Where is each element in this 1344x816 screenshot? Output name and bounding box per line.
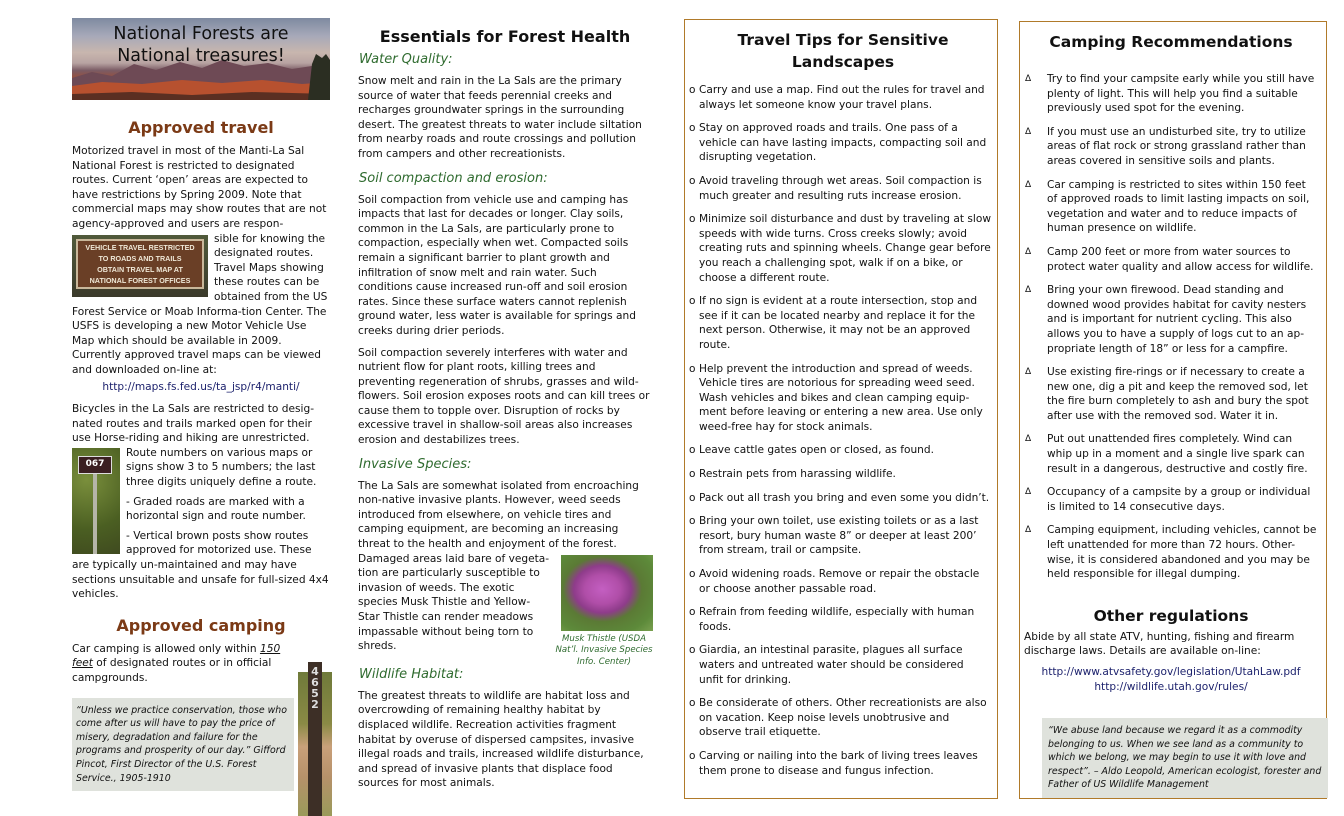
travel-tip-text: Help prevent the introduction and spread of weeds. Vehicle tires are notorious for spreading weed seed. Wash vehicles and bikes and clean camping equip-ment before leaving or entering a new area. Use only weed-free hay for stock animals. <box>699 362 983 433</box>
camping-recommendation-text: Bring your own firewood. Dead standing and downed wood provides habitat for cavity nesters and is important for nutrient cycling. This also allows you to have a supply of logs cut to an ap-propriate length of 18” or less for a campfire. <box>1047 284 1307 355</box>
banner-title-line-1: National Forests are <box>113 24 289 44</box>
circle-bullet-icon: o <box>689 515 696 528</box>
travel-tip-item <box>689 467 997 482</box>
circle-bullet-icon: o <box>689 213 696 226</box>
camping-recommendation-item <box>1024 125 1318 169</box>
graded-roads-paragraph: - Graded roads are marked with a horizontal sign and route number. <box>126 495 306 523</box>
vehicle-travel-sign-image <box>72 235 208 297</box>
banner-title-line-2: National treasures! <box>117 46 285 66</box>
leopold-quote: “We abuse land because we regard it as a commodity belonging to us. When we see land as a community to which we belong, we may begin to use it with love and respect”. – Aldo Leopold, American ecologist, forester and Father of US Wildlife Management <box>1042 718 1328 798</box>
triangle-bullet-icon: Δ <box>1025 126 1032 137</box>
camping-recommendation-text: Use existing fire-rings or if necessary to create a new one, dig a pit and keep the removed sod, let the fire burn completely to ash and bury the spot after use with the removed sod. Water it in. <box>1047 366 1309 422</box>
heading-camping-recommendations: Camping Recommendations <box>1049 33 1293 51</box>
camping-recommendation-item <box>1024 245 1318 274</box>
travel-paragraph-1b: sible for knowing the designated routes. Travel Maps showing these routes can be obtained from the US Forest Service or Moab Informa-tion Center. The USFS is developing a new Motor Vehicle Use Map which should be available in 2009. Currently approved travel maps can be viewed and downloaded on-line at: <box>72 232 328 376</box>
travel-tip-item <box>689 514 997 558</box>
thistle-caption: Musk Thistle (USDA Nat’l. Invasive Species Info. Center) <box>555 633 653 667</box>
invasive-text-1: The La Sals are somewhat isolated from encroaching non-native invasive plants. However, weed seeds introduced from elsewhere, on vehicle tires and camping equipment, are becoming an increasing threat to the health and enjoyment of the forest. <box>358 479 639 551</box>
circle-bullet-icon: o <box>689 444 696 457</box>
camping-distance-emphasis: 150 feet <box>72 642 281 670</box>
route-plate: 067 <box>78 456 112 474</box>
travel-map-link[interactable]: http://maps.fs.fed.us/ta_jsp/r4/manti/ <box>102 380 300 393</box>
travel-tip-text: Giardia, an intestinal parasite, plagues all surface waters and untreated water should be considered unfit for drinking. <box>699 644 964 686</box>
travel-tip-text: Minimize soil disturbance and dust by traveling at slow speeds with wide turns. Cross creeks slowly; avoid creating ruts and spinning wheels. Change gear before you reach a challenging spot, walk if on a bike, or choose a different route. <box>699 213 991 284</box>
travel-tip-item <box>689 605 997 634</box>
travel-tip-text: Carving or nailing into the bark of living trees leaves them prone to disease and fungus infection. <box>699 749 978 777</box>
sign-board <box>76 239 204 289</box>
route-number-sign-image <box>72 448 120 554</box>
travel-tip-item <box>689 749 997 778</box>
travel-tip-text: Leave cattle gates open or closed, as found. <box>699 444 934 457</box>
mountain-banner-image <box>72 18 330 100</box>
camping-recommendations-list <box>1024 72 1318 582</box>
camping-recommendation-item <box>1024 432 1318 476</box>
triangle-bullet-icon: Δ <box>1025 525 1032 536</box>
banner-title <box>72 23 330 67</box>
sign-line: OBTAIN TRAVEL MAP AT <box>97 264 183 274</box>
travel-tip-text: Be considerate of others. Other recreationists are also on vacation. Keep noise levels unobtrusive and observe trail etiquette. <box>699 697 987 739</box>
travel-tips-list <box>689 83 997 778</box>
heading-approved-travel: Approved travel <box>128 118 274 137</box>
sign-line: VEHICLE TRAVEL RESTRICTED <box>85 242 195 252</box>
circle-bullet-icon: o <box>689 644 696 657</box>
camping-recommendation-item <box>1024 72 1318 116</box>
soil-text-2: Soil compaction severely interferes with water and nutrient flow for plant roots, killing trees and preventing regeneration of shrubs, grasses and wild-flowers. Soil erosion exposes roots and can kill trees or cause them to topple over. Disruption of rocks by excessive travel in shallow-soil areas also increases erosion and destabilizes trees. <box>358 346 650 447</box>
camping-recommendation-item <box>1024 283 1318 356</box>
camping-text-b: of designated routes or in official campgrounds. <box>72 657 272 684</box>
travel-tip-text: Pack out all trash you bring and even some you didn’t. <box>699 491 990 504</box>
travel-tip-item <box>689 443 997 458</box>
travel-paragraph-1a: Motorized travel in most of the Manti-La Sal National Forest is restricted to designated routes. Current ‘open’ areas are expected to have restrictions by Spring 2009. Note that commercial maps may show routes that are not agency-approved and users are respon- <box>72 145 327 230</box>
triangle-bullet-icon: Δ <box>1025 74 1032 84</box>
invasive-text-2: Damaged areas laid bare of vegeta-tion are particularly susceptible to invasion of weeds. The exotic species Musk Thistle and Yellow-Star Thistle can render meadows impassable without being torn to shreds. <box>358 552 550 653</box>
heading-travel-tips: Travel Tips for Sensitive Landscapes <box>737 31 949 71</box>
travel-tip-item <box>689 491 997 506</box>
circle-bullet-icon: o <box>689 295 696 308</box>
soil-text-1: Soil compaction from vehicle use and camping has impacts that last for decades or longer. Clay soils, common in the La Sals, are particularly prone to compaction, especially when wet. Compacted soils remain a significant barrier to plant growth and infiltration of snow melt and rain water. Such conditions cause increased run-off and soil erosion rates. Since these surface waters cannot replenish ground water, less water is available for springs and creeks during drier periods. <box>358 193 636 337</box>
triangle-bullet-icon: Δ <box>1025 285 1032 296</box>
camping-recommendation-text: If you must use an undisturbed site, try to utilize areas of flat rock or strong grassland rather than areas covered in sensitive soils and plants. <box>1047 125 1306 167</box>
circle-bullet-icon: o <box>689 362 696 375</box>
travel-tip-item <box>689 294 997 352</box>
camping-recommendation-item <box>1024 523 1318 581</box>
wildlife-rules-link[interactable]: http://wildlife.utah.gov/rules/ <box>1094 680 1248 693</box>
camping-paragraph <box>72 642 302 686</box>
circle-bullet-icon: o <box>689 468 696 481</box>
circle-bullet-icon: o <box>689 697 696 710</box>
other-regulations-text: Abide by all state ATV, hunting, fishing and firearm discharge laws. Details are available on-line: <box>1024 630 1295 658</box>
sign-line: TO ROADS AND TRAILS <box>98 253 182 263</box>
camping-recommendation-item <box>1024 365 1318 423</box>
panel-forest-health <box>357 26 653 798</box>
travel-tip-item <box>689 696 997 740</box>
travel-tip-item <box>689 174 997 203</box>
pinchot-quote: “Unless we practice conservation, those who come after us will have to pay the price of misery, degradation and failure for the programs and prosperity of our day.” Gifford Pincot, First Director of the U.S. Forest Service., 1905-1910 <box>72 698 294 792</box>
bicycles-paragraph: Bicycles in the La Sals are restricted to desig-nated routes and trails marked open for their use Horse-riding and hiking are unrestricted. <box>72 403 315 445</box>
thistle-figure <box>555 555 653 669</box>
triangle-bullet-icon: Δ <box>1025 246 1032 257</box>
circle-bullet-icon: o <box>689 568 696 581</box>
panel-approved-travel <box>72 18 330 791</box>
heading-essentials: Essentials for Forest Health <box>379 27 631 46</box>
circle-bullet-icon: o <box>689 84 696 96</box>
camping-recommendation-text: Put out unattended fires completely. Wind can whip up in a moment and a single live spark can result in a dangerous, destructive and costly fire. <box>1047 433 1308 475</box>
atv-law-link[interactable]: http://www.atvsafety.gov/legislation/UtahLaw.pdf <box>1041 666 1301 678</box>
camping-recommendation-text: Occupancy of a campsite by a group or individual is limited to 14 consecutive days. <box>1047 486 1311 513</box>
sign-pole <box>93 474 97 554</box>
camping-recommendation-text: Camping equipment, including vehicles, cannot be left unattended for more than 72 hours. Other-wise, it is considered abandoned and you may be held responsible for illegal dumping. <box>1047 524 1317 581</box>
panel-camping-recommendations <box>1019 21 1327 799</box>
heading-water-quality: Water Quality: <box>359 52 453 67</box>
circle-bullet-icon: o <box>689 606 696 619</box>
sign-line: NATIONAL FOREST OFFICES <box>89 275 191 285</box>
post-number: 4652 <box>311 665 319 711</box>
heading-invasive-species: Invasive Species: <box>359 456 472 472</box>
camping-recommendation-item <box>1024 178 1318 236</box>
musk-thistle-image <box>561 555 653 631</box>
camping-text-a: Car camping is allowed only within <box>72 642 260 655</box>
heading-other-regulations: Other regulations <box>1093 606 1249 625</box>
camping-recommendation-text: Camp 200 feet or more from water sources to protect water quality and allow access for wildlife. <box>1047 245 1314 273</box>
circle-bullet-icon: o <box>689 749 696 762</box>
triangle-bullet-icon: Δ <box>1025 179 1032 190</box>
travel-tip-text: Carry and use a map. Find out the rules for travel and always let someone know your travel plans. <box>699 84 985 111</box>
travel-tip-text: Restrain pets from harassing wildlife. <box>699 468 896 481</box>
travel-tip-item <box>689 83 997 112</box>
water-quality-text: Snow melt and rain in the La Sals are the primary source of water that feeds perennial creeks and recharges groundwater springs in the surrounding desert. The greatest threats to water include siltation from nearby roads and route crossings and pollution from campers and other recreationists. <box>358 75 642 160</box>
camping-recommendation-item <box>1024 485 1318 514</box>
travel-tip-text: Stay on approved roads and trails. One pass of a vehicle can have lasting impacts, compacting soil and disrupting vegetation. <box>699 122 987 164</box>
route-post <box>308 662 322 816</box>
circle-bullet-icon: o <box>689 122 696 135</box>
panel-travel-tips <box>684 19 998 799</box>
travel-tip-item <box>689 567 997 596</box>
camping-recommendation-text: Try to find your campsite early while you still have plenty of light. This will help you find a suitable previously used spot for the evening. <box>1047 73 1315 115</box>
travel-tip-text: If no sign is evident at a route intersection, stop and see if it can be located nearby and replace it for the next person. Otherwise, it may not be an approved route. <box>699 295 978 351</box>
route-post-image <box>298 662 332 816</box>
camping-recommendation-text: Car camping is restricted to sites within 150 feet of approved roads to limit lasting impacts on soil, vegetation and water and to reduce impacts of human presence on wildlife. <box>1047 178 1310 235</box>
triangle-bullet-icon: Δ <box>1025 487 1032 498</box>
triangle-bullet-icon: Δ <box>1025 434 1032 445</box>
travel-tip-text: Refrain from feeding wildlife, especially with human foods. <box>699 606 975 633</box>
travel-tip-item <box>689 643 997 687</box>
route-numbers-paragraph: Route numbers on various maps or signs show 3 to 5 numbers; the last three digits uniquely define a route. <box>126 446 317 489</box>
heading-soil-compaction: Soil compaction and erosion: <box>359 170 548 186</box>
travel-tip-text: Avoid widening roads. Remove or repair the obstacle or choose another passable road. <box>699 568 980 595</box>
triangle-bullet-icon: Δ <box>1025 367 1032 378</box>
travel-tip-item <box>689 212 997 285</box>
travel-tip-text: Bring your own toilet, use existing toilets or as a last resort, bury human waste 8” or deeper at least 200’ from stream, trail or campsite. <box>699 515 979 557</box>
brown-posts-paragraph: - Vertical brown posts show routes approved for motorized use. These are typically un-maintained and may have sections unsuitable and unsafe for full-sized 4x4 vehicles. <box>72 529 329 601</box>
travel-tip-item <box>689 121 997 165</box>
heading-wildlife-habitat: Wildlife Habitat: <box>359 666 464 682</box>
heading-approved-camping: Approved camping <box>116 615 286 635</box>
circle-bullet-icon: o <box>689 174 696 187</box>
travel-tip-text: Avoid traveling through wet areas. Soil compaction is much greater and resulting ruts increase erosion. <box>699 174 982 202</box>
circle-bullet-icon: o <box>689 491 696 504</box>
travel-tip-item <box>689 362 997 435</box>
wildlife-text: The greatest threats to wildlife are habitat loss and overcrowding of remaining healthy habitat by displaced wildlife. Recreation activities fragment habitat by overuse of dispersed campsites, invasive illegal roads and trails, increased wildlife disturbance, and spread of invasive plants that displace food sources for most animals. <box>358 689 644 790</box>
